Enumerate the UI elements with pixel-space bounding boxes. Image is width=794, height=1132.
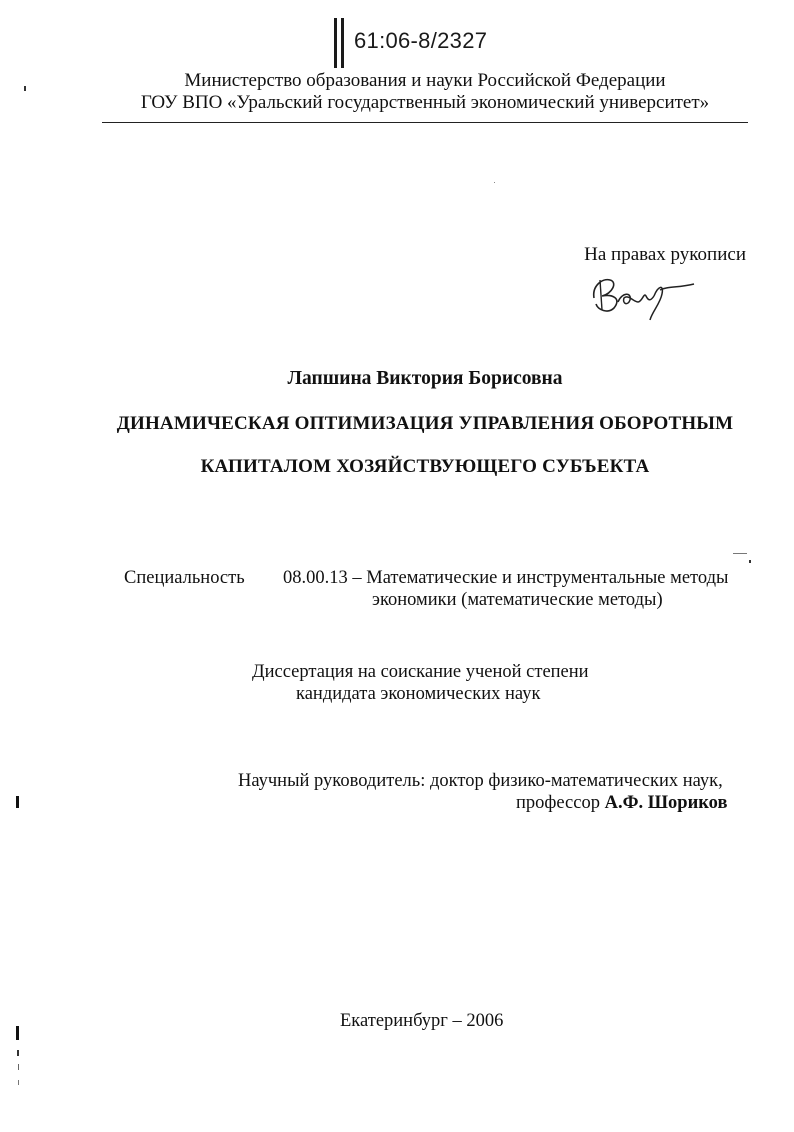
university-line: ГОУ ВПО «Уральский государственный экономический университет» xyxy=(140,92,710,113)
title-line-2: КАПИТАЛОМ ХОЗЯЙСТВУЮЩЕГО СУБЪЕКТА xyxy=(200,456,650,477)
supervisor-line-2 xyxy=(516,792,727,814)
scan-mark xyxy=(16,796,19,808)
degree-line-2: кандидата экономических наук xyxy=(296,684,541,704)
scan-mark xyxy=(17,1050,19,1056)
scan-mark xyxy=(494,182,495,183)
supervisor-name: А.Ф. Шориков xyxy=(604,793,728,813)
stamp-bar-left xyxy=(334,18,337,68)
scan-mark xyxy=(24,86,26,91)
specialty-line-1: 08.00.13 – Математические и инструментальные методы xyxy=(283,568,729,588)
stamp-number: 61:06-8/2327 xyxy=(354,28,488,53)
stamp-bar-right xyxy=(341,18,344,68)
scan-mark xyxy=(733,553,747,554)
scan-mark xyxy=(18,1080,19,1085)
scan-mark xyxy=(749,560,751,563)
degree-line-1: Диссертация на соискание ученой степени xyxy=(252,662,589,682)
scan-mark xyxy=(18,1064,19,1070)
supervisor-prefix: профессор xyxy=(516,793,600,813)
manuscript-label: На правах рукописи xyxy=(584,244,746,265)
specialty-line-2: экономики (математические методы) xyxy=(372,590,663,610)
ministry-line: Министерство образования и науки Российской Федерации xyxy=(184,70,666,91)
city-year: Екатеринбург – 2006 xyxy=(340,1011,504,1031)
header-rule xyxy=(102,122,748,123)
author-name: Лапшина Виктория Борисовна xyxy=(287,368,563,389)
title-line-1: ДИНАМИЧЕСКАЯ ОПТИМИЗАЦИЯ УПРАВЛЕНИЯ ОБОРОТНЫМ xyxy=(116,413,734,434)
specialty-label: Специальность xyxy=(124,568,245,588)
author-signature xyxy=(588,268,698,322)
scan-mark xyxy=(16,1026,19,1040)
supervisor-line-1: Научный руководитель: доктор физико-математических наук, xyxy=(238,771,723,791)
